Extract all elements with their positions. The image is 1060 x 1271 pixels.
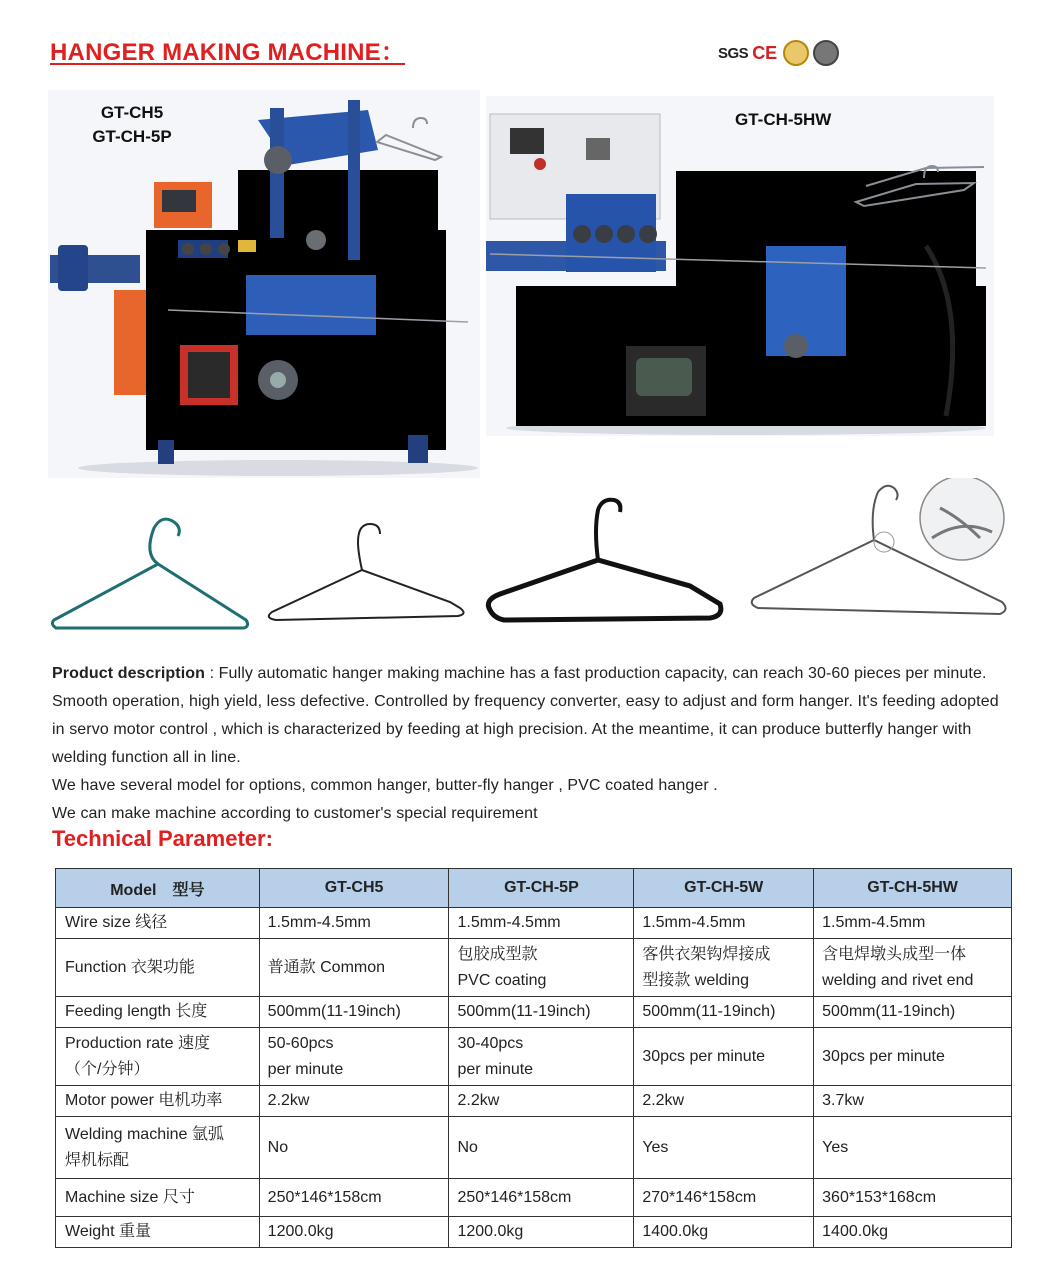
row-label: Production rate 速度 （个/分钟） <box>56 1028 260 1086</box>
model-label-left <box>82 101 182 149</box>
table-cell: 500mm(11-19inch) <box>259 997 449 1028</box>
row-label: Wire size 线径 <box>56 908 260 939</box>
table-cell: 30pcs per minute <box>634 1028 814 1086</box>
table-header-cell: GT-CH-5W <box>634 869 814 908</box>
description-paragraph <box>52 660 1010 772</box>
table-cell: 1400.0kg <box>634 1217 814 1248</box>
table-header-cell: GT-CH5 <box>259 869 449 908</box>
sgs-logo: SGS <box>718 44 749 62</box>
model-label-right: GT-CH-5HW <box>735 110 832 129</box>
model-name-gt-ch5: GT-CH5 <box>100 103 164 122</box>
table-cell: 1.5mm-4.5mm <box>634 908 814 939</box>
table-row <box>56 1217 1012 1248</box>
table-cell: 1.5mm-4.5mm <box>259 908 449 939</box>
row-label: Feeding length 长度 <box>56 997 260 1028</box>
table-cell: 250*146*158cm <box>449 1179 634 1217</box>
table-cell: 1200.0kg <box>449 1217 634 1248</box>
quality-seal-icon <box>813 40 839 66</box>
machine-photo-right <box>486 96 994 436</box>
table-cell: 30-40pcs per minute <box>449 1028 634 1086</box>
table-cell: No <box>259 1117 449 1179</box>
table-cell: 250*146*158cm <box>259 1179 449 1217</box>
certification-seal-icon <box>783 40 809 66</box>
table-cell: No <box>449 1117 634 1179</box>
table-row <box>56 1086 1012 1117</box>
table-cell: 500mm(11-19inch) <box>634 997 814 1028</box>
ce-mark-logo: CE <box>752 42 778 63</box>
table-row <box>56 939 1012 997</box>
table-row <box>56 908 1012 939</box>
table-cell: 2.2kw <box>259 1086 449 1117</box>
row-label: Welding machine 氩弧 焊机标配 <box>56 1117 260 1179</box>
hanger-sample-black-thick <box>482 486 734 632</box>
certification-logos <box>718 38 839 68</box>
table-cell: Yes <box>634 1117 814 1179</box>
row-label: Motor power 电机功率 <box>56 1086 260 1117</box>
table-cell: 30pcs per minute <box>814 1028 1012 1086</box>
hanger-sample-silver-welded <box>744 478 1012 628</box>
table-header-row <box>56 869 1012 908</box>
model-name-gt-ch-5p: GT-CH-5P <box>92 127 172 146</box>
machine-illustration-right <box>486 96 994 436</box>
table-cell: 2.2kw <box>449 1086 634 1117</box>
table-row <box>56 1117 1012 1179</box>
description-label: Product description <box>52 665 206 682</box>
row-label: Function 衣架功能 <box>56 939 260 997</box>
description-options: We have several model for options, common hanger, butter-fly hanger , PVC coated hanger . <box>52 777 718 794</box>
table-cell: 500mm(11-19inch) <box>449 997 634 1028</box>
technical-parameter-title: Technical Parameter: <box>52 826 273 851</box>
product-description <box>52 660 1010 828</box>
table-header-cell: GT-CH-5HW <box>814 869 1012 908</box>
spec-table <box>55 868 1012 1248</box>
row-label: Weight 重量 <box>56 1217 260 1248</box>
table-cell: 3.7kw <box>814 1086 1012 1117</box>
table-row <box>56 1179 1012 1217</box>
table-cell: 500mm(11-19inch) <box>814 997 1012 1028</box>
table-row <box>56 1028 1012 1086</box>
table-row <box>56 997 1012 1028</box>
table-cell: 1.5mm-4.5mm <box>449 908 634 939</box>
table-cell: 360*153*168cm <box>814 1179 1012 1217</box>
table-cell: 2.2kw <box>634 1086 814 1117</box>
description-custom: We can make machine according to customer's special requirement <box>52 805 538 822</box>
table-cell: 客供衣架钩焊接成 型接款 welding <box>634 939 814 997</box>
table-cell: 1.5mm-4.5mm <box>814 908 1012 939</box>
page-title: HANGER MAKING MACHINE： <box>50 39 406 66</box>
row-label: Machine size 尺寸 <box>56 1179 260 1217</box>
description-text: : Fully automatic hanger making machine has a fast production capacity, can reach 30-60 pieces per minute. Smooth operation, high yield, less defective. Controlled by frequency converter, easy to adjust and form hanger. It's feeding adopted in servo motor control , which is characterized by feeding at high precision. At the meantime, it can produce butterfly hanger with welding function all in line. <box>52 665 999 766</box>
table-cell: 50-60pcs per minute <box>259 1028 449 1086</box>
table-cell: 含电焊墩头成型一体 welding and rivet end <box>814 939 1012 997</box>
table-cell: Yes <box>814 1117 1012 1179</box>
table-header-cell: GT-CH-5P <box>449 869 634 908</box>
hanger-sample-black-thin <box>262 512 472 634</box>
table-cell: 1400.0kg <box>814 1217 1012 1248</box>
table-cell: 普通款 Common <box>259 939 449 997</box>
table-header-cell: Model 型号 <box>56 869 260 908</box>
hanger-sample-green <box>48 512 258 634</box>
table-cell: 270*146*158cm <box>634 1179 814 1217</box>
table-cell: 包胶成型款 PVC coating <box>449 939 634 997</box>
table-cell: 1200.0kg <box>259 1217 449 1248</box>
